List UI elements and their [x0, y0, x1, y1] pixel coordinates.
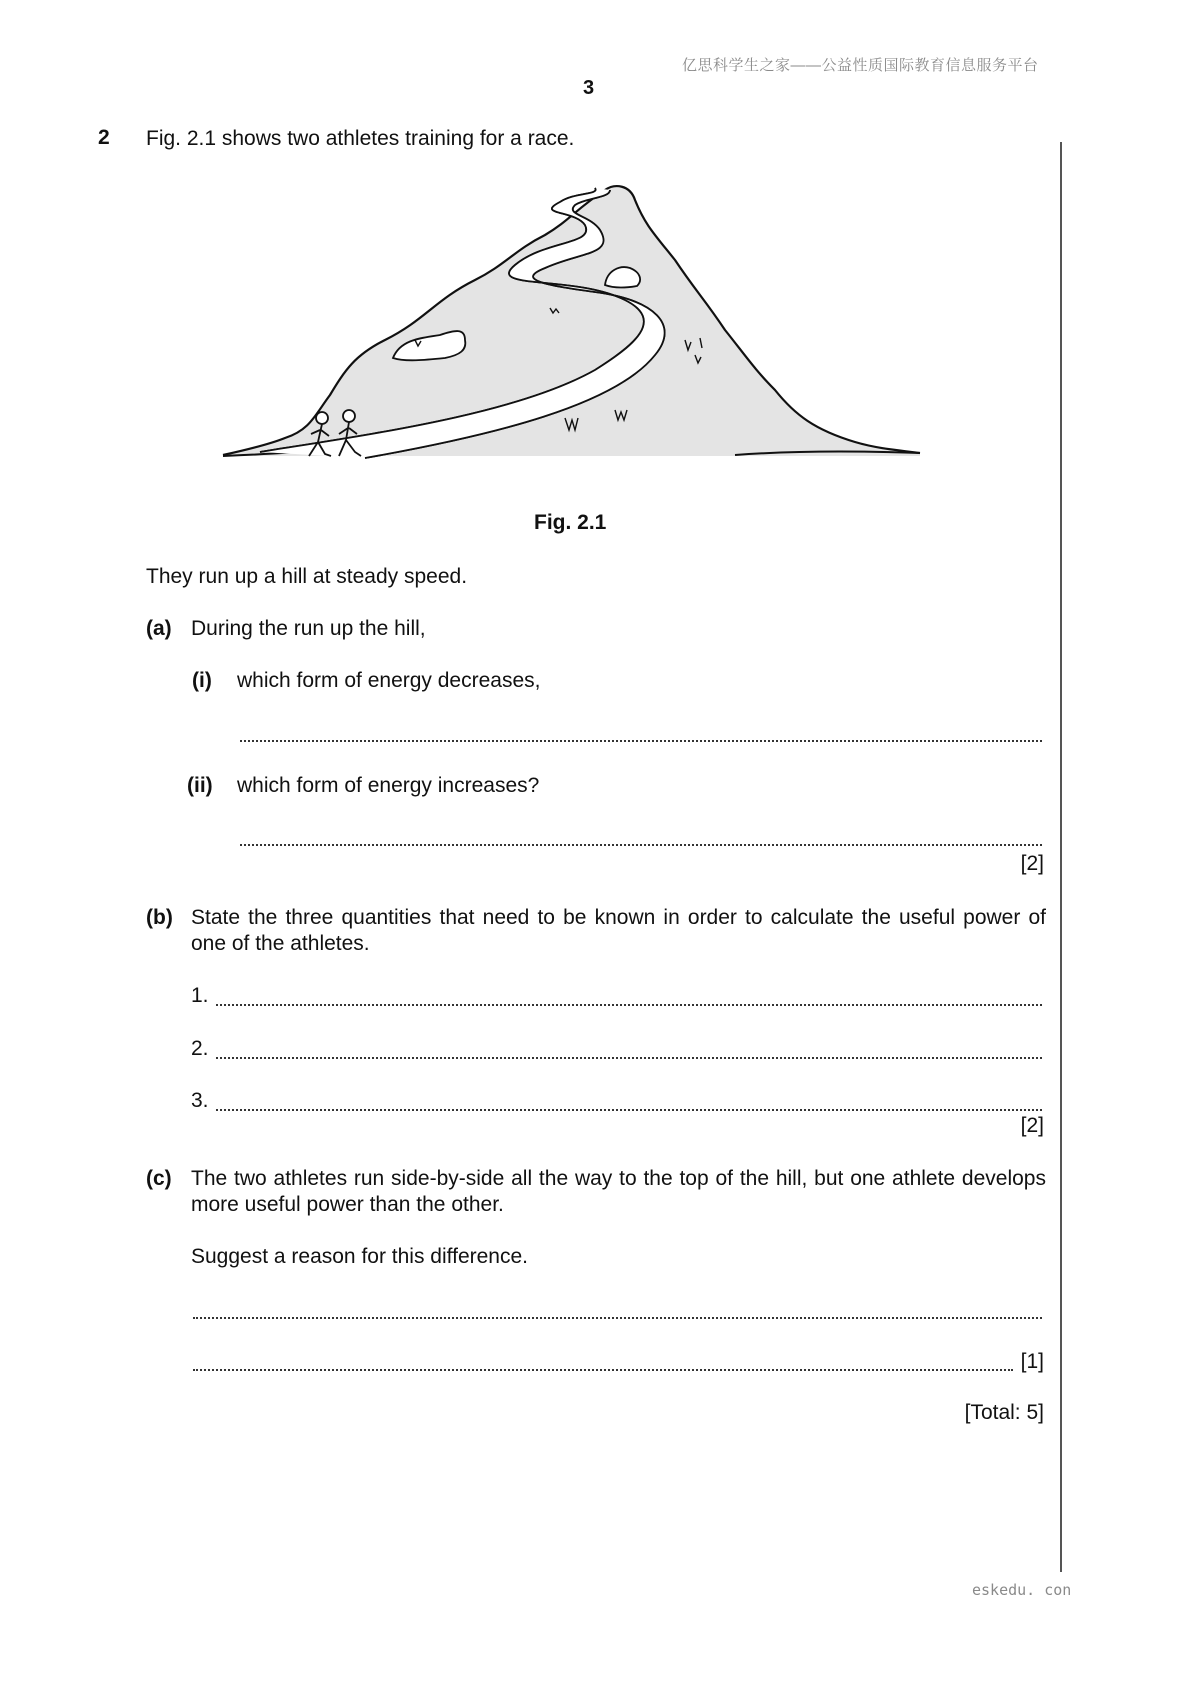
part-c-prompt: Suggest a reason for this difference.	[191, 1245, 528, 1268]
part-a-i-text: which form of energy decreases,	[237, 669, 541, 692]
part-b-text: State the three quantities that need to be known in order to calculate the useful power of one of the athletes.	[191, 906, 1046, 955]
part-b-label: (b)	[146, 906, 173, 929]
part-a-ii-text: which form of energy increases?	[237, 774, 540, 797]
answer-line-a-i[interactable]	[240, 740, 1042, 742]
answer-line-c-2[interactable]	[193, 1369, 1013, 1371]
question-intro: Fig. 2.1 shows two athletes training for a race.	[146, 127, 575, 150]
footer-watermark: eskedu. con	[972, 1581, 1072, 1599]
margin-line	[1060, 142, 1062, 1572]
part-c-label: (c)	[146, 1167, 172, 1190]
part-b-item-1: 1.	[191, 984, 209, 1007]
part-a-ii-label: (ii)	[187, 774, 213, 797]
answer-line-b-2[interactable]	[216, 1057, 1042, 1059]
question-number: 2	[98, 126, 110, 149]
header-watermark: 亿思科学生之家——公益性质国际教育信息服务平台	[682, 57, 1039, 74]
figure-caption: Fig. 2.1	[534, 511, 607, 534]
part-a-label: (a)	[146, 617, 172, 640]
question-context: They run up a hill at steady speed.	[146, 565, 468, 588]
answer-line-b-1[interactable]	[216, 1004, 1042, 1006]
part-c-text: The two athletes run side-by-side all the way to the top of the hill, but one athlete develops more useful power than the other.	[191, 1167, 1046, 1216]
part-a-i-label: (i)	[192, 669, 212, 692]
answer-line-b-3[interactable]	[216, 1109, 1042, 1111]
part-b-item-2: 2.	[191, 1037, 209, 1060]
part-a-marks: [2]	[1020, 852, 1044, 875]
total-marks: [Total: 5]	[964, 1401, 1044, 1424]
page-number: 3	[583, 77, 595, 99]
part-b-item-3: 3.	[191, 1089, 209, 1112]
hill-shape	[223, 186, 920, 475]
hill-figure	[215, 180, 925, 480]
part-a-text: During the run up the hill,	[191, 617, 426, 640]
part-c-marks: [1]	[1020, 1350, 1044, 1373]
part-b-marks: [2]	[1020, 1114, 1044, 1137]
answer-line-c-1[interactable]	[193, 1317, 1042, 1319]
answer-line-a-ii[interactable]	[240, 844, 1042, 846]
